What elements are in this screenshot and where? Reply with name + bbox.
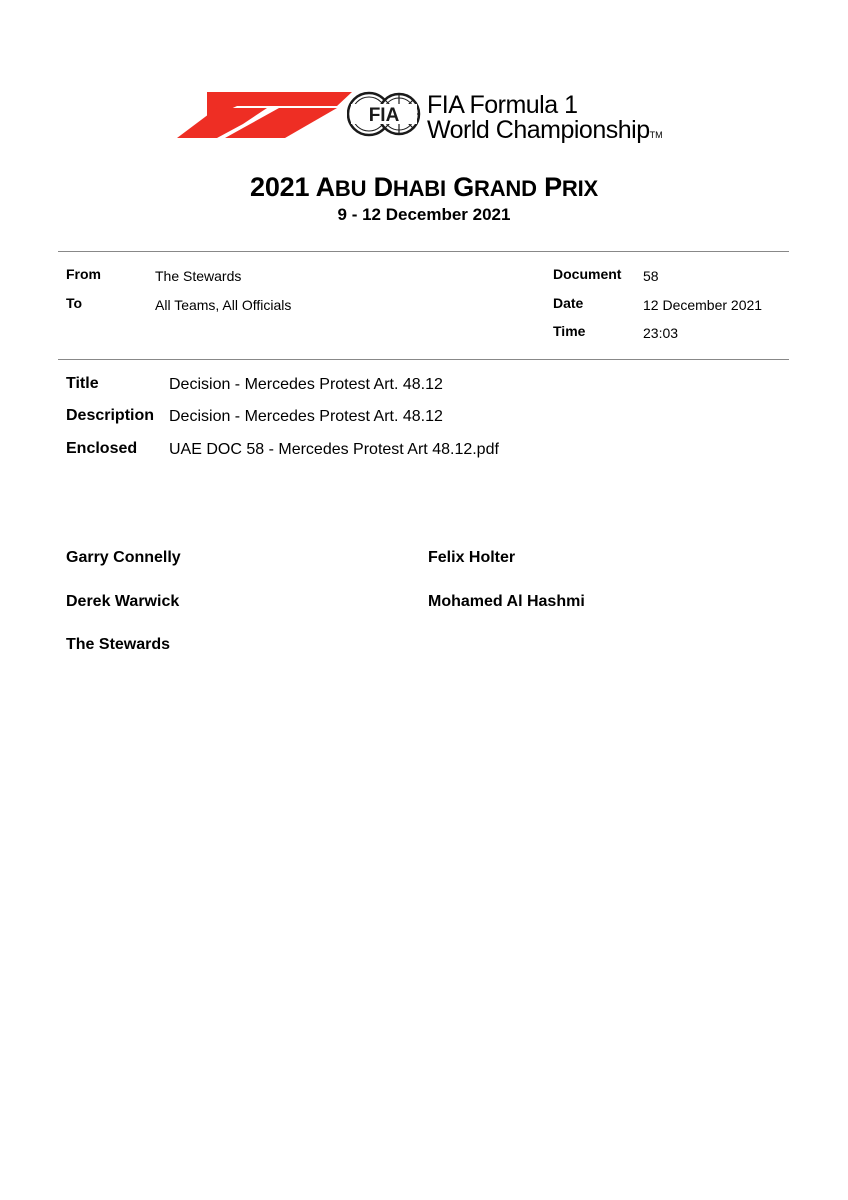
championship-wordmark bbox=[427, 93, 663, 143]
description-label: Description bbox=[66, 407, 155, 424]
document-label: Document bbox=[553, 266, 622, 282]
title-label: Title bbox=[66, 375, 99, 392]
event-dates: 9 - 12 December 2021 bbox=[337, 205, 511, 224]
document-value: 58 bbox=[643, 268, 659, 284]
to-label: To bbox=[66, 295, 83, 311]
wordmark-line-2: World ChampionshipTM bbox=[427, 116, 663, 144]
description-value: Decision - Mercedes Protest Art. 48.12 bbox=[169, 408, 443, 425]
divider-top bbox=[58, 251, 789, 252]
time-value: 23:03 bbox=[643, 325, 679, 341]
event-title: 2021 ABU DHABI GRAND PRIX bbox=[250, 172, 598, 202]
divider-bottom bbox=[58, 359, 789, 360]
svg-text:FIA: FIA bbox=[368, 105, 400, 126]
date-label: Date bbox=[553, 295, 584, 311]
f1-logo-icon bbox=[177, 92, 352, 138]
signatory-name: Mohamed Al Hashmi bbox=[428, 593, 585, 610]
f1-fia-logo bbox=[177, 86, 697, 146]
time-label: Time bbox=[553, 323, 586, 339]
title-value: Decision - Mercedes Protest Art. 48.12 bbox=[169, 376, 443, 393]
signatories-footer: The Stewards bbox=[66, 636, 171, 653]
signatory-name: Derek Warwick bbox=[66, 593, 180, 610]
enclosed-label: Enclosed bbox=[66, 440, 138, 457]
date-value: 12 December 2021 bbox=[643, 297, 763, 313]
enclosed-attachment-link[interactable]: UAE DOC 58 - Mercedes Protest Art 48.12.pdf bbox=[169, 441, 499, 458]
fia-seal-icon bbox=[347, 86, 421, 142]
wordmark-line-1: FIA Formula 1 bbox=[427, 91, 578, 119]
from-value: The Stewards bbox=[155, 268, 242, 284]
to-value: All Teams, All Officials bbox=[155, 297, 292, 313]
signatory-name: Garry Connelly bbox=[66, 549, 181, 566]
trademark-mark: TM bbox=[649, 130, 663, 140]
from-label: From bbox=[66, 266, 101, 282]
signatory-name: Felix Holter bbox=[428, 549, 516, 566]
